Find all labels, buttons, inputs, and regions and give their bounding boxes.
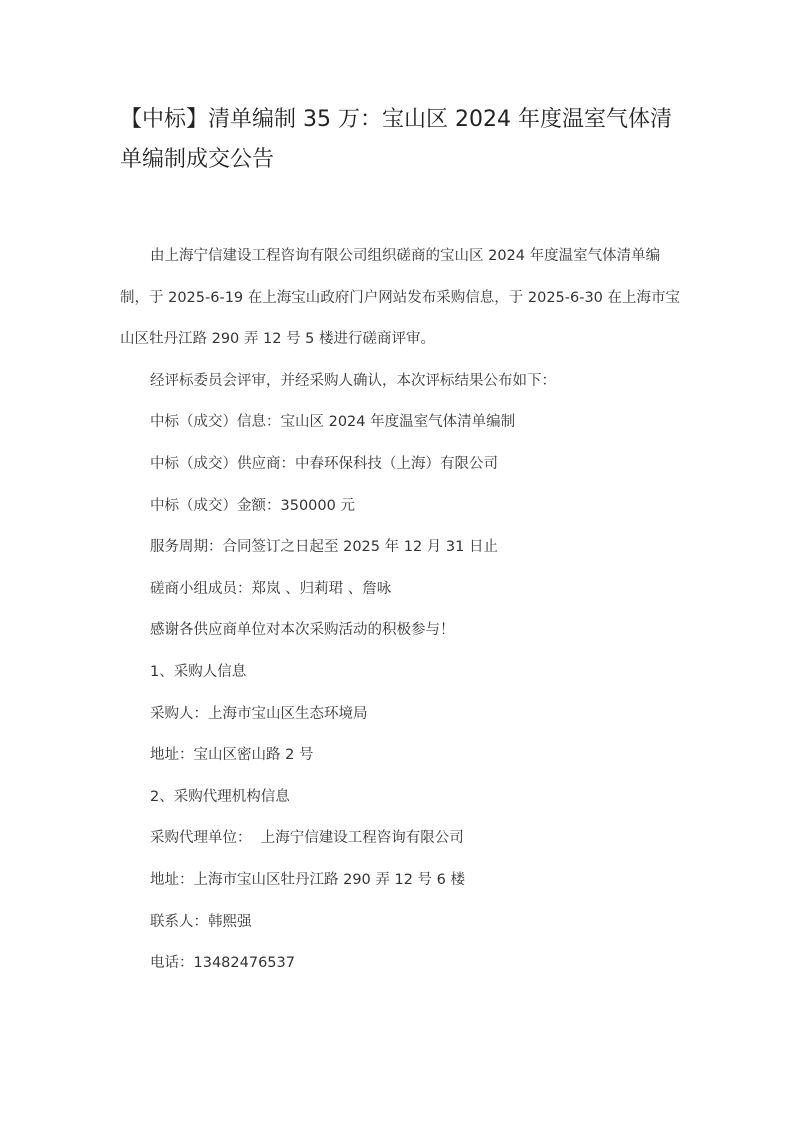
thanks-note: 感谢各供应商单位对本次采购活动的积极参与！ (150, 622, 455, 639)
intro-paragraph: 由上海宁信建设工程咨询有限公司组织磋商的宝山区 2024 年度温室气体清单编制，于 2025-6-19 在上海宝山政府门户网站发布采购信息，于 2025-6-30 在上海市宝山区牡丹江路 290 弄 12 号 5 楼进行磋商评审。 (120, 248, 681, 348)
agency-name: 采购代理单位： 上海宁信建设工程咨询有限公司 (150, 830, 464, 847)
agency-phone: 电话：13482476537 (150, 955, 295, 972)
purchaser-heading: 1、采购人信息 (150, 663, 247, 680)
award-amount: 中标（成交）金额：350000 元 (150, 497, 355, 514)
document-body (120, 236, 685, 985)
page-title: 【中标】清单编制 35 万：宝山区 2024 年度温室气体清单编制成交公告 (120, 107, 672, 172)
panel-members: 磋商小组成员：郑岚 、归莉珺 、詹咏 (150, 580, 392, 597)
agency-address: 地址：上海市宝山区牡丹江路 290 弄 12 号 6 楼 (150, 871, 466, 888)
award-supplier: 中标（成交）供应商：中春环保科技（上海）有限公司 (150, 455, 498, 472)
agency-heading: 2、采购代理机构信息 (150, 788, 290, 805)
service-period: 服务周期：合同签订之日起至 2025 年 12 月 31 日止 (150, 539, 498, 556)
purchaser-address: 地址：宝山区密山路 2 号 (150, 747, 314, 764)
award-info: 中标（成交）信息：宝山区 2024 年度温室气体清单编制 (150, 414, 516, 431)
purchaser-name: 采购人：上海市宝山区生态环境局 (150, 705, 368, 722)
agency-contact: 联系人：韩熙强 (150, 913, 252, 930)
evaluation-statement: 经评标委员会评审，并经采购人确认，本次评标结果公布如下： (150, 372, 556, 389)
